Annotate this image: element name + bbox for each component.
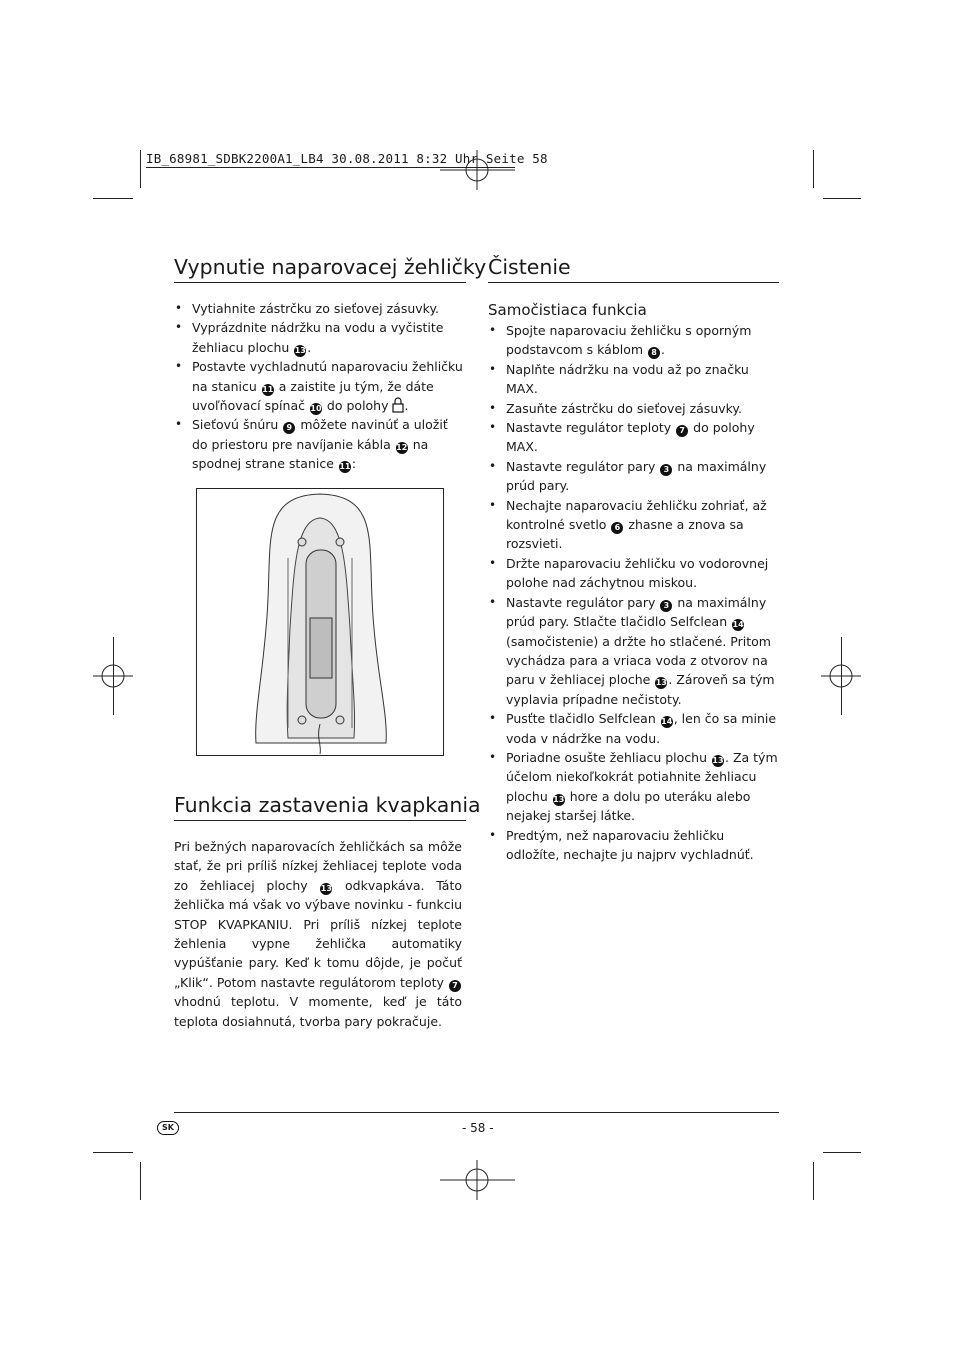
text-run: . Zároveň sa tým vyplavia prípadne nečistoty. [506,672,775,707]
text-run: Zasuňte zástrčku do sieťovej zásuvky. [506,400,743,416]
circled-number-icon: 14 [732,620,744,630]
title-rule [488,282,779,283]
circled-number-icon: 13 [655,678,667,688]
text-run: na spodnej strane stanice [192,436,429,472]
title-rule [174,820,466,821]
text-run: zhasne a znova sa rozsvieti. [506,517,744,552]
text-run: Držte naparovaciu žehličku vo vodorovnej polohe nad záchytnou miskou. [506,555,769,591]
list-item [488,593,779,709]
text-run: : [351,456,357,472]
text-run: hore a dolu po uteráku alebo nejakej staršej látke. [506,788,751,824]
text-run: Vyprázdnite nádržku na vodu a vyčistite žehliacu plochu [192,320,444,355]
footer-rule [174,1112,779,1113]
list-item [488,399,779,418]
text-run: a zaistite ju tým, že dáte uvoľňovací spínač [192,378,434,414]
list-item [488,709,779,748]
text-run: Pri bežných naparovacích žehličkách sa môže stať, že pri príliš nízkej žehliacej teplote voda zo žehliacej plochy [174,839,462,893]
circled-number-icon: 3 [660,600,672,612]
text-run: do polohy [322,398,393,414]
turn-off-steps-list [174,299,466,474]
list-item [174,415,466,473]
page-number: - 58 - [462,1121,494,1135]
circled-number-icon: 11 [262,384,274,394]
list-item [488,554,779,593]
padlock-icon [392,397,404,413]
text-run: Nechajte naparovaciu žehličku zohriať, až kontrolné svetlo [506,497,767,533]
self-clean-steps-list [488,321,779,864]
circled-number-icon: 6 [611,522,623,534]
text-run: . [307,339,312,355]
title-rule [174,282,466,283]
text-run: Naplňte nádržku na vodu až po značku MAX. [506,361,749,397]
language-badge: SK [157,1121,179,1135]
text-run: Nastavte regulátor teploty [506,420,676,436]
section-title-cleaning: Čistenie [488,255,571,279]
list-item [488,360,779,399]
list-item [174,357,466,415]
circled-number-icon: 9 [283,422,295,434]
subsection-self-clean: Samočistiaca funkcia [488,301,647,319]
circled-number-icon: 13 [712,755,724,765]
circled-number-icon: 14 [661,717,673,727]
text-run: , len čo sa minie voda v nádržke na vodu. [506,711,777,746]
text-run: do polohy MAX. [506,420,755,455]
circled-number-icon: 13 [320,883,332,893]
circled-number-icon: 7 [676,425,688,437]
text-run: Nastavte regulátor pary [506,458,660,474]
list-item [174,318,466,357]
text-run: odkvapkáva. Táto žehlička má však vo výbave novinku - funkciu STOP KVAPKANIU. Pri príliš nízkej teplote žehlenia vypne žehlička automatiky vypúšťanie pary. Keď k tomu dôjde, je počuť „Klik“. Potom nastavte regulátorom teploty [174,877,462,990]
text-run: Predtým, než naparovaciu žehličku odložíte, nechajte ju najprv vychladnúť. [506,827,754,862]
circled-number-icon: 7 [449,980,461,992]
circled-number-icon: 13 [553,794,565,804]
section-title-anti-drip: Funkcia zastavenia kvapkania [174,793,481,817]
list-item [488,418,779,457]
text-run: Spojte naparovaciu žehličku s oporným podstavcom s káblom [506,323,752,358]
list-item [174,299,466,318]
section-title-turn-off: Vypnutie naparovacej žehličky [174,255,487,279]
circled-number-icon: 12 [396,442,408,452]
list-item [488,826,779,865]
text-run: (samočistenie) a držte ho stlačené. Pritom vychádza para a vriaca voda z otvorov na paru v žehliacej ploche [506,633,771,688]
text-run: . Za tým účelom niekoľkokrát potiahnite žehliacu plochu [506,749,778,804]
text-run: . [404,398,409,414]
list-item [488,457,779,496]
text-run: Poriadne osušte žehliacu plochu [506,749,711,765]
text-run: Vytiahnite zástrčku zo sieťovej zásuvky. [192,301,440,316]
circled-number-icon: 8 [648,347,660,359]
text-run: Pusťte tlačidlo Selfclean [506,711,660,727]
list-item [488,321,779,360]
print-slug: IB_68981_SDBK2200A1_LB4 30.08.2011 8:32 Uhr Seite 58 [146,151,548,166]
text-run: môžete navinúť a uložiť do priestoru pre navíjanie kábla [192,417,448,452]
text-run: na maximálny prúd pary. [506,458,767,494]
circled-number-icon: 3 [660,464,672,476]
text-run: . [661,342,666,358]
circled-number-icon: 13 [294,345,306,355]
text-run: Postavte vychladnutú naparovaciu žehličku na stanicu [192,359,463,394]
text-run: Nastavte regulátor pary [506,594,660,610]
list-item [488,748,779,826]
circled-number-icon: 11 [339,462,351,472]
anti-drip-paragraph [174,837,462,1031]
text-run: na maximálny prúd pary. Stlačte tlačidlo Selfclean [506,594,767,630]
text-run: Sieťovú šnúru [192,417,283,433]
text-run: vhodnú teplotu. V momente, keď je táto teplota dosiahnutá, tvorba pary pokračuje. [174,994,462,1029]
circled-number-icon: 10 [310,404,322,414]
list-item [488,496,779,554]
iron-base-illustration [196,488,444,756]
